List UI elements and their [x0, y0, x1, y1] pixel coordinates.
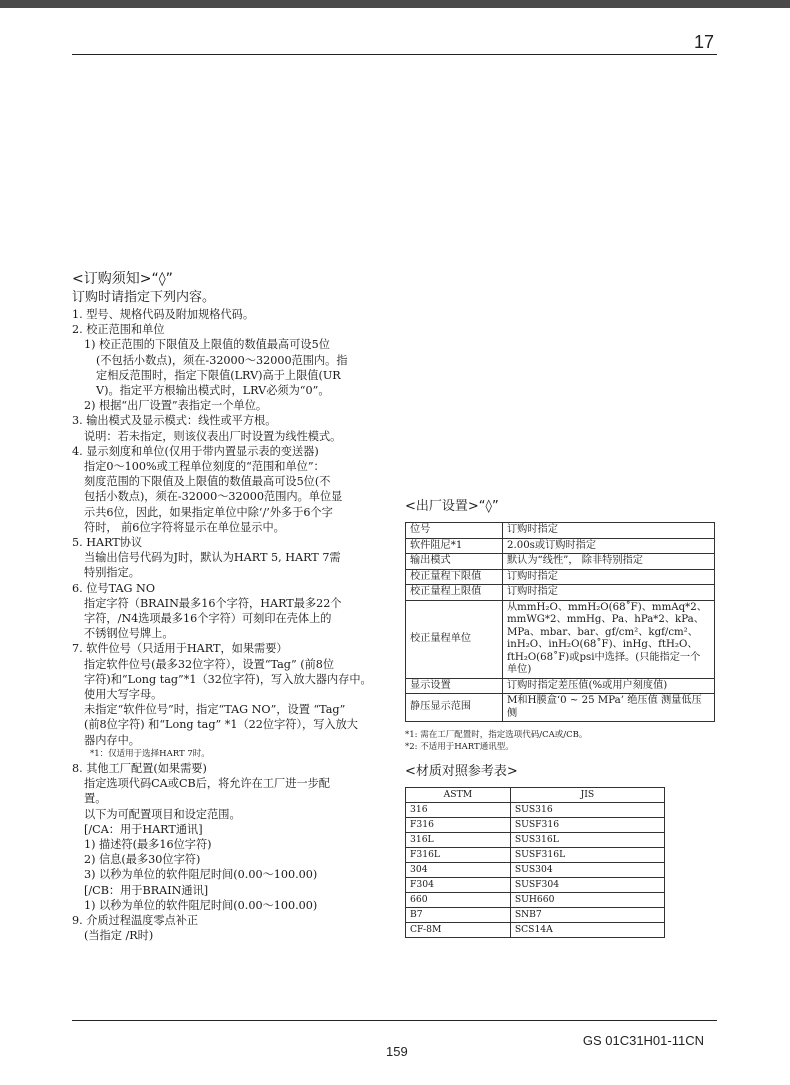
factory-row	[406, 600, 715, 678]
factory-value: 2.00s或订购时指定	[503, 538, 715, 554]
footer-rule	[72, 1020, 717, 1021]
ordering-line: 3. 输出模式及显示模式：线性或平方根。	[72, 414, 277, 428]
materials-row	[406, 893, 665, 908]
materials-astm-cell: 316L	[406, 833, 511, 848]
factory-key: 软件阻尼*1	[406, 538, 503, 554]
factory-row	[406, 585, 715, 601]
ordering-subtitle: 订购时请指定下列内容。	[72, 290, 216, 305]
materials-row	[406, 923, 665, 938]
materials-row	[406, 833, 665, 848]
ordering-line: 置。	[84, 792, 107, 806]
factory-row	[406, 678, 715, 694]
materials-jis-cell: SUH660	[510, 893, 664, 908]
factory-settings-section	[405, 498, 715, 938]
ordering-line: 当输出信号代码为J时，默认为HART 5, HART 7需	[84, 551, 341, 565]
ordering-line: 不锈钢位号牌上。	[84, 627, 174, 641]
top-bar	[0, 0, 790, 8]
materials-row	[406, 863, 665, 878]
factory-note: *2: 不适用于HART通讯型。	[405, 742, 514, 752]
ordering-line: 示共6位，因此，如果指定单位中除‘/’外多于6个字	[84, 505, 333, 519]
materials-astm-cell: F316L	[406, 848, 511, 863]
ordering-line: 9. 介质过程温度零点补正	[72, 913, 199, 927]
materials-jis-cell: SUS304	[510, 863, 664, 878]
factory-value: M和H膜盒‘0 ~ 25 MPa’ 绝压值 测量低压侧	[503, 694, 715, 722]
ordering-line: 4. 显示刻度和单位(仅用于带内置显示表的变送器)	[72, 444, 319, 458]
factory-row	[406, 523, 715, 539]
materials-astm-cell: 660	[406, 893, 511, 908]
ordering-line: V)。指定平方根输出模式时，LRV必须为“0”。	[96, 384, 330, 398]
factory-notes	[405, 729, 715, 753]
ordering-line: 8. 其他工厂配置(如果需要)	[72, 761, 207, 775]
factory-note: *1: 需在工厂配置时，指定选项代码/CA或/CB。	[405, 730, 588, 740]
ordering-line: 未指定“软件位号”时，指定“TAG NO”，设置 “Tag”	[84, 703, 346, 717]
header-rule	[72, 54, 717, 55]
factory-key: 静压显示范围	[406, 694, 503, 722]
factory-key: 校正量程下限值	[406, 569, 503, 585]
ordering-line: 刻度范围的下限值及上限值的数值最高可设5位(不	[84, 475, 331, 489]
factory-value: 订购时指定	[503, 523, 715, 539]
ordering-line: 特别指定。	[84, 566, 140, 580]
materials-astm-cell: F304	[406, 878, 511, 893]
factory-value: 订购时指定	[503, 585, 715, 601]
ordering-line: 指定软件位号(最多32位字符），设置“Tag” (前8位	[84, 657, 335, 671]
materials-jis-cell: SUS316L	[510, 833, 664, 848]
ordering-line: 2) 信息(最多30位字符)	[84, 853, 201, 867]
ordering-line: (不包括小数点)，须在-32000～32000范围内。指	[96, 353, 348, 367]
materials-astm-cell: F316	[406, 818, 511, 833]
materials-jis-cell: SUSF316	[510, 818, 664, 833]
materials-title: <材质对照参考表>	[405, 764, 518, 779]
section-page-number: 17	[693, 32, 714, 52]
factory-value: 订购时指定差压值(%或用户刻度值)	[503, 678, 715, 694]
ordering-line: 说明：若未指定，则该仪表出厂时设置为线性模式。	[84, 429, 342, 443]
ordering-line: 1) 以秒为单位的软件阻尼时间(0.00～100.00)	[84, 898, 318, 912]
ordering-line: 字符，/N4选项最多16个字符）可刻印在壳体上的	[84, 612, 332, 626]
ordering-title: <订购须知>“◊”	[72, 271, 173, 287]
materials-row	[406, 848, 665, 863]
ordering-line: 定相反范围时，指定下限值(LRV)高于上限值(UR	[96, 368, 341, 382]
ordering-line: 指定选项代码CA或CB后，将允许在工厂进一步配	[84, 777, 330, 791]
ordering-line: 5. HART协议	[72, 536, 143, 550]
ordering-line: *1：仅适用于选择HART 7时。	[90, 748, 210, 759]
ordering-line: 指定0～100%或工程单位刻度的“范围和单位”：	[84, 460, 325, 474]
materials-jis-cell: SUSF304	[510, 878, 664, 893]
ordering-line: 符时， 前6位字符将显示在单位显示中。	[84, 520, 285, 534]
factory-key: 位号	[406, 523, 503, 539]
ordering-line: 3) 以秒为单位的软件阻尼时间(0.00～100.00)	[84, 868, 318, 882]
ordering-line: 以下为可配置项目和设定范围。	[84, 807, 241, 821]
factory-key: 校正量程单位	[406, 600, 503, 678]
materials-astm-cell: 316	[406, 803, 511, 818]
footer-document-id: GS 01C31H01-11CN	[582, 1033, 704, 1048]
ordering-line: 器内存中。	[84, 733, 140, 747]
materials-table	[405, 787, 665, 938]
materials-astm-cell: 304	[406, 863, 511, 878]
factory-row	[406, 554, 715, 570]
ordering-list	[72, 307, 392, 943]
ordering-line: 1) 校正范围的下限值及上限值的数值最高可设5位	[84, 338, 330, 352]
ordering-line: (当指定 /R时)	[84, 929, 154, 943]
factory-row	[406, 569, 715, 585]
materials-row	[406, 908, 665, 923]
materials-row	[406, 803, 665, 818]
factory-settings-table	[405, 522, 715, 722]
materials-row	[406, 818, 665, 833]
ordering-line: [/CB：用于BRAIN通讯]	[84, 883, 209, 897]
factory-value: 订购时指定	[503, 569, 715, 585]
ordering-line: 1. 型号、规格代码及附加规格代码。	[72, 308, 255, 321]
materials-jis-cell: SUSF316L	[510, 848, 664, 863]
factory-row	[406, 538, 715, 554]
ordering-line: 7. 软件位号（只适用于HART，如果需要）	[72, 642, 288, 656]
ordering-information	[72, 270, 392, 943]
materials-header-astm: ASTM	[406, 788, 511, 803]
factory-key: 显示设置	[406, 678, 503, 694]
ordering-line: 字符)和“Long tag”*1（32位字符)，写入放大器内存中。	[84, 672, 372, 686]
materials-row	[406, 878, 665, 893]
ordering-line: (前8位字符) 和“Long tag” *1（22位字符），写入放大	[84, 718, 358, 732]
footer-page-number: 159	[386, 1044, 408, 1059]
factory-row	[406, 694, 715, 722]
materials-jis-cell: SCS14A	[510, 923, 664, 938]
ordering-line: 1) 描述符(最多16位字符)	[84, 837, 212, 851]
materials-astm-cell: CF-8M	[406, 923, 511, 938]
factory-key: 输出模式	[406, 554, 503, 570]
ordering-line: 指定字符（BRAIN最多16个字符，HART最多22个	[84, 596, 342, 610]
factory-value: 默认为“线性”， 除非特别指定	[503, 554, 715, 570]
ordering-line: 2. 校正范围和单位	[72, 323, 165, 337]
factory-value: 从mmH₂O、mmH₂O(68˚F)、mmAq*2、mmWG*2、mmHg、Pa、hPa*2、kPa、MPa、mbar、bar、gf/cm²、kgf/cm²、inH₂O、inH₂O(68˚F)、inHg、ftH₂O、ftH₂O(68˚F)或psi中选择。(只能指定一个单位)	[503, 600, 715, 678]
ordering-line: 使用大写字母。	[84, 688, 163, 702]
ordering-line: [/CA：用于HART通讯]	[84, 822, 203, 836]
ordering-line: 包括小数点)，须在-32000～32000范围内。单位显	[84, 490, 343, 504]
factory-settings-title: <出厂设置>“◊”	[405, 499, 499, 514]
ordering-line: 2) 根据“出厂设置”表指定一个单位。	[84, 399, 268, 413]
materials-jis-cell: SUS316	[510, 803, 664, 818]
materials-header-jis: JIS	[510, 788, 664, 803]
materials-jis-cell: SNB7	[510, 908, 664, 923]
ordering-line: 6. 位号TAG NO	[72, 581, 155, 595]
materials-astm-cell: B7	[406, 908, 511, 923]
factory-key: 校正量程上限值	[406, 585, 503, 601]
